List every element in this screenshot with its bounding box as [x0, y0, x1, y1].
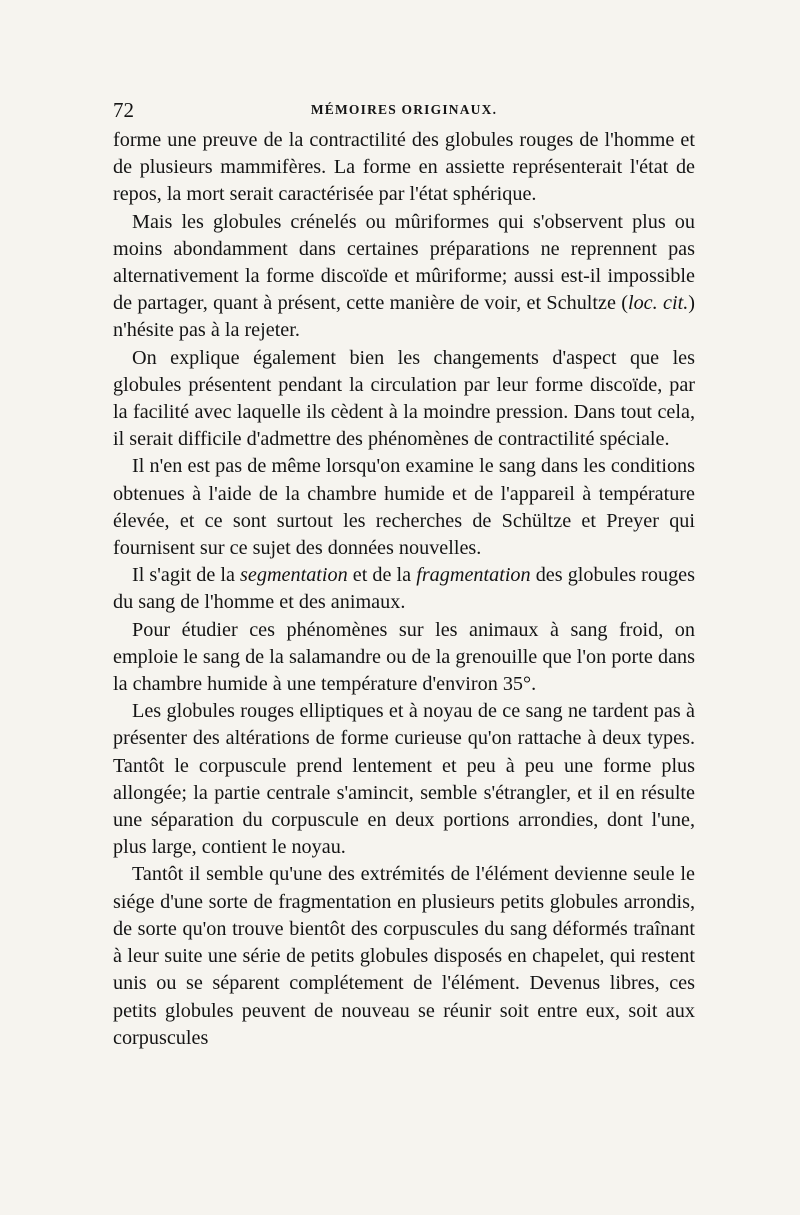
- paragraph-5-text-a: Il s'agit de la: [132, 564, 241, 587]
- page-number: 72: [113, 98, 134, 122]
- paragraph-7: Les globules rouges elliptiques et à noyau de ce sang ne tardent pas à présenter des altérations de forme curieuse qu'on rattache à deux types. Tantôt le corpuscule prend lentement et peu à peu une forme plus allongée; la partie centrale s'amincit, semble s'étrangler, et il en résulte une séparation du corpuscule en deux portions arrondies, dont l'une, plus large, contient le noyau.: [113, 700, 695, 859]
- paragraph-2-citation: loc. cit.: [627, 292, 689, 315]
- paragraph-8: Tantôt il semble qu'une des extrémités de l'élément devienne seule le siége d'une sorte de fragmentation en plusieurs petits globules arrondis, de sorte qu'on trouve bientôt des corpuscules du sang déformés traînant à leur suite une série de petits globules disposés en chapelet, qui restent unis ou se séparent complétement de l'élément. Devenus libres, ces petits globules peuvent de nouveau se réunir soit entre eux, soit aux corpuscules: [113, 863, 695, 1049]
- paragraph-4: Il n'en est pas de même lorsqu'on examine le sang dans les conditions obtenues à l'aide de la chambre humide et de l'appareil à température élevée, et ce sont surtout les recherches de Schültze et Preyer qui fournisent sur ce sujet des données nouvelles.: [113, 455, 695, 560]
- page: [113, 96, 695, 1052]
- page-header: [113, 96, 695, 124]
- paragraph-5-text-b: et de la: [347, 564, 417, 587]
- paragraph-2: [113, 209, 695, 345]
- paragraph-6: Pour étudier ces phénomènes sur les animaux à sang froid, on emploie le sang de la salamandre ou de la grenouille que l'on porte dans la chambre humide à une température d'environ 35°.: [113, 618, 695, 696]
- paragraph-5-text-c: des globules rouges du sang de l'homme et des animaux.: [113, 564, 695, 614]
- term-fragmentation: fragmentation: [416, 564, 531, 587]
- paragraph-5: [113, 562, 695, 616]
- term-segmentation: segmentation: [240, 564, 348, 587]
- paragraph-2-text: Mais les globules crénelés ou mûriformes qui s'observent plus ou moins abondamment dans certaines préparations ne reprennent pas alternativement la forme discoïde et mûriforme; aussi est-il impossible de partager, quant à présent, cette manière de voir, et Schultze (: [113, 210, 695, 315]
- paragraph-1: forme une preuve de la contractilité des globules rouges de l'homme et de plusieurs mammifères. La forme en assiette représenterait l'état de repos, la mort serait caractérisée par l'état sphérique.: [113, 129, 695, 206]
- paragraph-2-text-end: ) n'hésite pas à la rejeter.: [113, 292, 695, 342]
- running-title: MÉMOIRES ORIGINAUX.: [310, 102, 498, 117]
- paragraph-3: On explique également bien les changements d'aspect que les globules présentent pendant la circulation par leur forme discoïde, par la facilité avec laquelle ils cèdent à la moindre pression. Dans tout cela, il serait difficile d'admettre des phénomènes de contractilité spéciale.: [113, 346, 695, 451]
- body-text: [113, 127, 695, 1052]
